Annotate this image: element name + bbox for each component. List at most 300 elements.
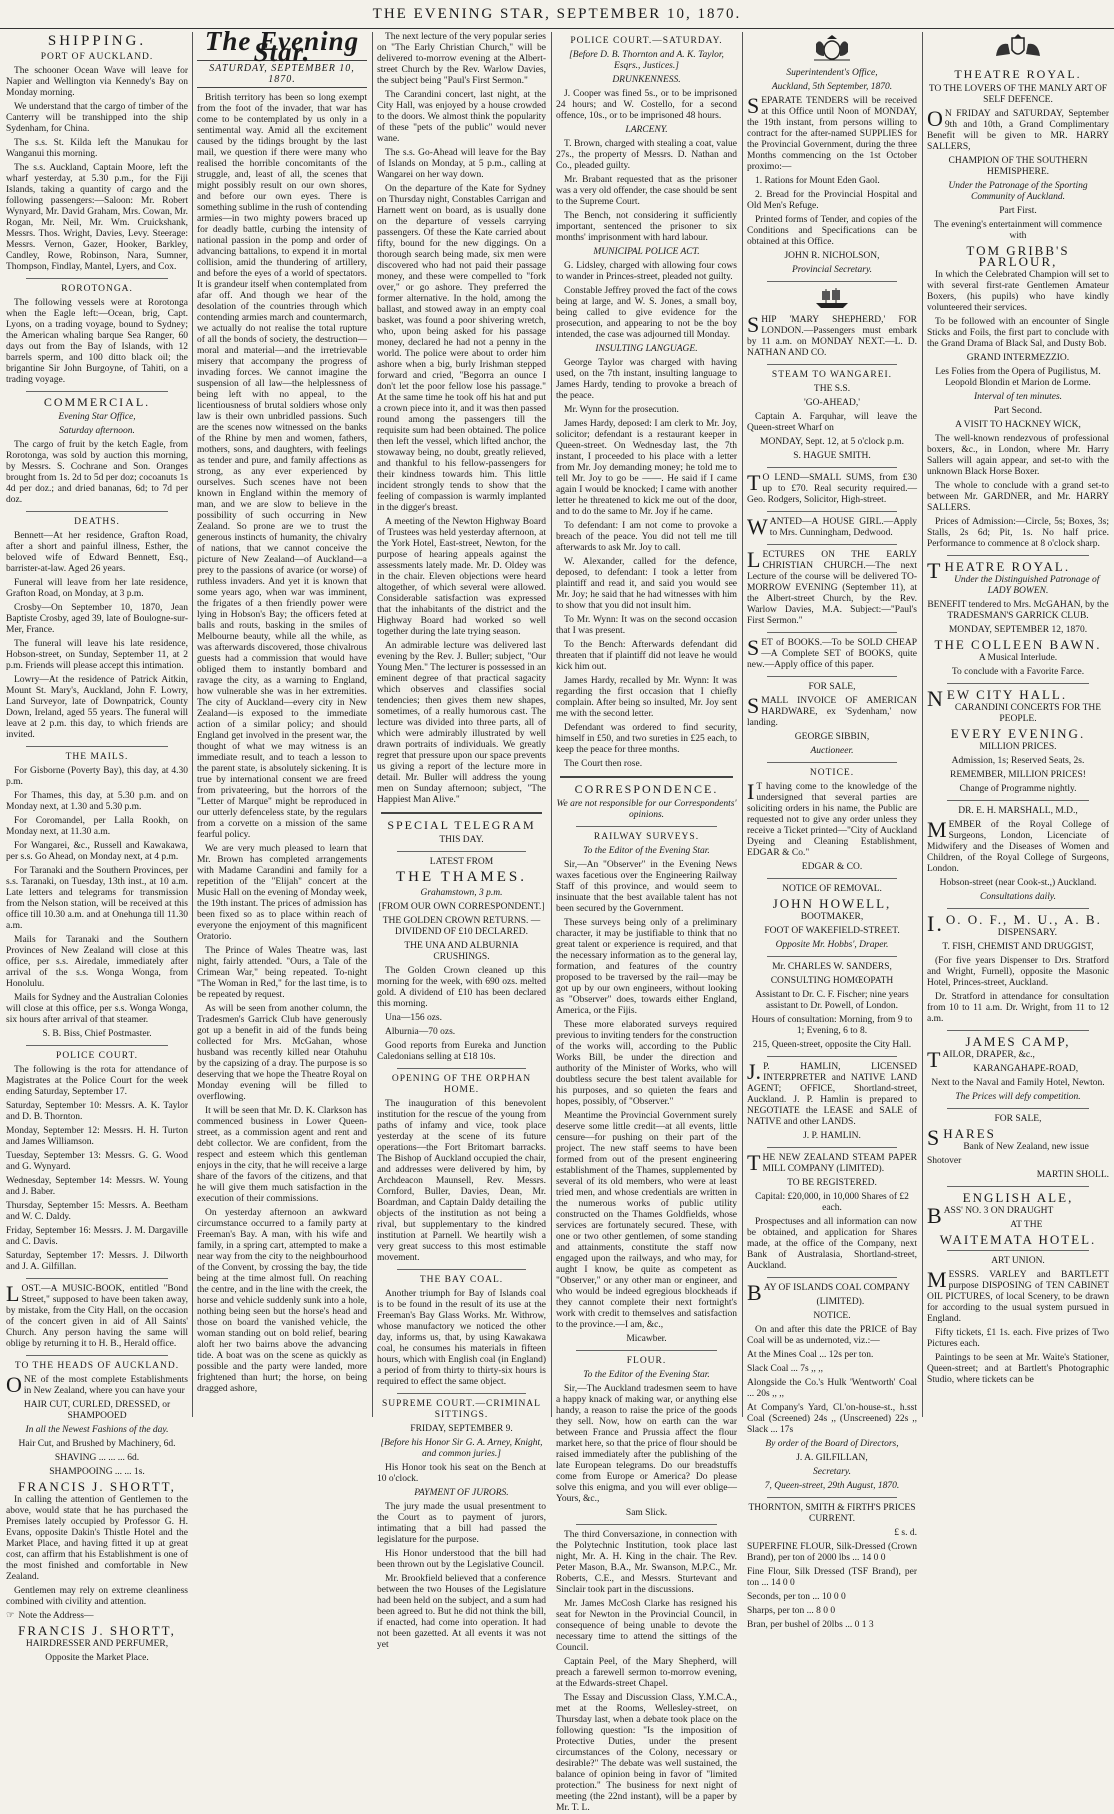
divider (576, 826, 717, 827)
heads-price: Hair Cut, and Brushed by Machinery, 6d. (18, 1439, 176, 1449)
larceny-heading: LARCENY. (625, 125, 668, 135)
editorial-paragraph: We are very much pleased to learn that Mr. Brown has completed arrangements with Madame Carandini and family for a repetition of the "Elijah" concert at the Music Hall on the evening of Monday week, the 19th instant. The prices of admission has been fixed so as to place within reach of everyone the enjoyment of this magnificent Oratorio. (197, 844, 367, 942)
tr2-interlude: A Musical Interlude. (978, 653, 1058, 663)
news-paragraph: The s.s. Go-Ahead will leave for the Bay of Islands on Monday, at 5 p.m., calling at Wangarei on her way down. (377, 148, 546, 180)
divider (767, 467, 897, 468)
railway-signature: Micawber. (626, 1334, 667, 1344)
waitemata-line: WAITEMATA HOTEL. (939, 1232, 1097, 1247)
divider (947, 683, 1089, 684)
theatre-royal-heading: THEATRE ROYAL. (954, 67, 1082, 81)
prices-column-header: £ s. d. (894, 1528, 917, 1538)
editorial-paragraph: On yesterday afternoon an awkward circumstance occurred to a family party at Freeman's Bay. A man, with his wife and family, in a spring cart, attempted to make a near way from the city to the neighbourhood of the Convent, by crossing the bay, the tide being at the time almost full. On reaching the centre, and in the line with the creek, the horse and vehicle suddenly sunk into a hole, nothing being seen but the horse's head and those on board the vanished vehicle, the woman standing out on bold relief, bearing aloft her two bairns above the advancing tide. A boat was on the scene as quickly as possible and the party were landed, more frightened than hurt; the horse, on being dragged ashore, (197, 1208, 367, 1394)
death-notice: Crosby—On September 10, 1870, Jean Baptiste Crosby, aged 39, late of Boulogne-sur-Mer, France. (6, 603, 188, 635)
column-news (377, 32, 546, 1650)
carandini-line: CARANDINI CONCERTS FOR THE PEOPLE. (954, 703, 1102, 724)
police-paragraph: The Bench, not considering it sufficiently important, sentenced the prisoner to six months' imprisonment with hard labour. (556, 211, 737, 243)
camp-address: KARANGAHAPE-ROAD, (973, 1064, 1079, 1074)
wanted-notice: WANTED—A HOUSE GIRL.—Apply to Mrs. Cunningham, Dedwood. (747, 514, 917, 539)
drunkenness-heading: DRUNKENNESS. (612, 75, 681, 85)
coal-paragraph: Another triumph for Bay of Islands coal is to be found in the result of its use at the Freeman's Bay Glass Works. Mr. Withrow, whose manufactory we noticed the other day, informs us, that, by using Kawakawa coal, he consumes his materials in fifteen hours, which with English coal (in England) a period of from thirty to thirty-six hours is required to effect the same object. (377, 1289, 546, 1387)
death-notice: The funeral will leave his late residence, Hobson-street, on Sunday, September 11, at 2 p.m. Friends will please accept this intimation. (6, 639, 188, 671)
una-heading: THE UNA AND ALBURNIA CRUSHINGS. (404, 941, 519, 962)
death-notice: Lowry—At the residence of Patrick Aitkin, Mount St. Mary's, Auckland, John F. Lowry, Land Surveyor, late of Downpatrick, County Down, Ireland, aged 55 years. The funeral will leave at 2 p.m. this day, to which friends are invited. (6, 675, 188, 740)
tenders-item: 1. Rations for Mount Eden Gaol. (755, 176, 880, 186)
divider (767, 1277, 897, 1278)
tenders-item: 2. Bread for the Provincial Hospital and Old Men's Refuge. (747, 190, 917, 211)
rorotonga-heading: ROROTONGA. (61, 284, 133, 294)
coal-price-value: Coal ... 12s per ton. (798, 1350, 874, 1360)
tr2-date: MONDAY, SEPTEMBER 12, 1870. (948, 625, 1088, 635)
police-rota-intro: The following is the rota for attendance of Magistrates at the Police Court for the week ending Saturday, September 17. (6, 1065, 188, 1097)
bay-coal-notice: NOTICE. (813, 1311, 851, 1321)
change-line: Change of Programme nightly. (959, 784, 1077, 794)
steam-heading: STEAM TO WANGAREI. (771, 370, 893, 380)
shortt-name: FRANCIS J. SHORTT, (18, 1623, 176, 1638)
divider (767, 1497, 897, 1498)
bass-line: BASS' NO. 3 ON DRAUGHT (927, 1203, 1054, 1228)
coal-price-value: Coal (Screened) 24s ,, (Unscreened) 22s ,, Slack ... 17s (747, 1414, 917, 1435)
death-notice: Bennett—At her residence, Grafton Road, after a short and painful illness, Esther, the beloved wife of Edward Bennett, Esq., barrister-at-law. Aged 26 years. (6, 531, 188, 574)
heads-heading: TO THE HEADS OF AUCKLAND. (14, 1361, 180, 1371)
death-notice: Funeral will leave from her late residence, Grafton Road, on Monday, at 3 p.m. (6, 578, 188, 599)
mail-item: For Coromandel, per Lalla Rookh, on Monday next, at 11.30 a.m. (6, 816, 188, 837)
divider (397, 1068, 526, 1069)
fish-paragraph: (For five years Dispenser to Drs. Stratford and Wright, Furnell), opposite the Masonic Hotel, Princes-street, Auckland. (927, 956, 1109, 988)
price-value: 14 0 0 (771, 1578, 795, 1588)
evening-entertainment: The evening's entertainment will commence with (934, 220, 1102, 241)
price-row (747, 1606, 917, 1617)
royal-crest-icon (747, 34, 917, 66)
commercial-office: Evening Star Office, (58, 412, 136, 422)
divider (26, 1355, 168, 1356)
jurors-paragraph: His Honor understood that the bill had been thrown out by the Legislative Council. (377, 1549, 546, 1570)
price-row (747, 1542, 917, 1564)
shipping-heading: SHIPPING. (47, 33, 147, 49)
police-rota-item: Saturday, September 17: Messrs. J. Dilworth and J. A. Gilfillan. (6, 1251, 188, 1272)
lost-notice: LOST.—A MUSIC-BOOK, entitled "Bond Street," supposed to have been taken away, by mistake, from the City Hall, on the occasion of the concert given in aid of All Saints' Church. Any person having the same will oblige by returning it to H. B., Herald office. (6, 1281, 188, 1349)
telegram-place: Grahamstown, 3 p.m. (420, 888, 503, 898)
orphan-paragraph: The inauguration of this benevolent institution for the rescue of the young from paths of infamy and vice, took place yesterday at the scene of its future operations—the Fort Britomart barracks. The Bishop of Auckland occupied the chair, and addresses were delivered by him, by Archdeacon Maunsell, Rev. Messrs. Cornford, Buller, Davies, Dean, Mr. Boardman, and Captain Daldy detailing the objects of the institution as not being a rival, but supplementary to the kindred institution at Parnell. We heartily wish a very great success to this most estimable movement. (377, 1099, 546, 1263)
editorial-paragraph: It will be seen that Mr. D. K. Clarkson has commenced business in Lower Queen-street, as a commission agent and rent and debt collector. We are confident, from the respect and esteem which this gentleman enjoys in the city, that he will receive a large share of the favors of the citizens, and that he will give them much satisfaction in the execution of their commissions. (197, 1106, 367, 1204)
theatre-paragraph: ON FRIDAY and SATURDAY, September 9th and 10th, a Grand Complimentary Benefit will be given to MR. HARRY SALLERS, (927, 106, 1109, 152)
note-address-label: Note the Address— (18, 1611, 94, 1621)
telegram-sub: THIS DAY. (439, 835, 484, 845)
interval-line: Interval of ten minutes. (973, 392, 1063, 402)
mails-heading: THE MAILS. (65, 752, 129, 762)
heads-fashion: In all the Newest Fashions of the day. (25, 1425, 169, 1435)
mail-item: For Gisborne (Poverty Bay), this day, at 4.30 p.m. (6, 766, 188, 787)
coal-price-place: At Company's Yard, Cl.'on-house-st., h.sst (747, 1403, 917, 1413)
hamlin-notice: J.P. HAMLIN, LICENSED INTERPRETER and NATIVE LAND AGENT; OFFICE, Shortland-street, Auckland. J. P. Hamlin is prepared to NEGOTIATE the LEASE and SALE of NATIVE and other LANDS. (747, 1059, 917, 1127)
lend-notice: TO LEND—SMALL SUMS, from £30 up to £70. Real security required.—Geo. Rodgers, Solicitor, High-street. (747, 470, 917, 505)
police-rota-item: Friday, September 16: Messrs. J. M. Dargaville and C. Davis. (6, 1226, 188, 1247)
police-rota-item: Tuesday, September 13: Messrs. G. G. Wood and G. Wynyard. (6, 1151, 188, 1172)
note-address (6, 1611, 188, 1622)
news-paragraph: The Essay and Discussion Class, Y.M.C.A., met at the Rooms, Wellesley-street, on Thursday last, when a debate took place on the following question: "Is the imposition of Protective Duties, under the present circumstances of the Colony, necessary or desirable?" The debate was well sustained, the balance of opinion being in favor of "limited protection." The business for next night of meeting (the 22nd instant), will be a paper by Mr. T. L. (556, 1693, 737, 1813)
bay-coal-date: 7, Queen-street, 29th August, 1870. (764, 1481, 900, 1491)
removal-heading: NOTICE OF REMOVAL. (782, 884, 882, 894)
column-rule (551, 32, 552, 1417)
howell-trade: BOOTMAKER, (800, 912, 864, 922)
divider (767, 1147, 897, 1148)
paper-title: The Evening Star. (204, 26, 360, 67)
bay-coal-heading: BAY OF ISLANDS COAL COMPANY (747, 1280, 911, 1305)
police-rota-heading: POLICE COURT. (56, 1051, 138, 1061)
municipal-heading: MUNICIPAL POLICE ACT. (593, 247, 700, 257)
every-evening: EVERY EVENING. (950, 726, 1086, 741)
steam-ss: THE S.S. (813, 384, 851, 394)
police-rota-item: Monday, September 12: Messrs. H. H. Turton and James Williamson. (6, 1126, 188, 1147)
news-paragraph: An admirable lecture was delivered last evening by the Rev. J. Buller; subject, "Our Young Men." The lecturer is possessed in an eminent degree of that practical sagacity which observes and classifies social tendencies; then gives them new shapes, sometimes, of a really humorous cast. The lecture was divided into three parts, all of which were admirably illustrated by well drawn portraits of individuals. We greatly regret that pressure upon our space prevents us giving a report of the lecture more in detail. Mr. Buller will address the young men on Sunday afternoon; subject, "The Happiest Man Alive." (377, 641, 546, 805)
telegram-paragraph: Una—156 ozs. (385, 1013, 442, 1023)
mail-item: For Wangarei, &c., Russell and Kawakawa, per s.s. Go Ahead, on Monday next, at 4 p.m. (6, 841, 188, 862)
dispensary-heading: DISPENSARY. (997, 928, 1058, 938)
coal-price-value: Slack Coal ... 7s ,, ,, (747, 1364, 823, 1374)
divider (767, 878, 897, 879)
sanders-paragraph: Assistant to Dr. C. F. Fischer; nine years assistant to Dr. Powell, of London. (755, 990, 909, 1011)
divider (767, 676, 897, 677)
bay-coal-order: By order of the Board of Directors, (765, 1439, 899, 1449)
mail-item: For Taranaki and the Southern Provinces, per s.s. Taranaki, on Tuesday, 13th inst., at 10 a.m. Late letters and telegrams for transmission from the Nelson station, will be received at this office till 10.30 a.m. and at Onehunga till 11.30 a.m. (6, 866, 188, 931)
news-paragraph: On the departure of the Kate for Sydney on Thursday night, Constables Carrigan and Harnett went on board, as is usually done on the departure of vessels carrying passengers. Of these the Kate carried about fifty, bound for the new diggings. On a thorough search being made, six men were discovered who had not paid their passage money, and these were compelled to "fork over," or go ashore. They preferred the former alternative. In the hold, among the ballast, and stowed away in an empty coal basket, was found a poor shivering wretch, who, upon being asked for his passage money, declared he had not a penny in the world. The police were about to order him ashore when a big, burly Irishman stepped forward and cried, "Begorra an ounce I don't let the poor fellow lose his passage." At the same time he took off his hat and put a crown piece into it, and it was then passed round among the passengers till the requisite sum had been obtained. The police then left the vessel, which lifted anchor, the stowaway being, no doubt, greatly relieved, and thankful to his fellow-passengers for their kindness towards him. This little incident strongly tends to show that the feeling of compassion is warmly implanted in the digger's breast. (377, 184, 546, 513)
column-police (556, 32, 737, 1813)
masthead-title: THE EVENING STAR, SEPTEMBER 10, 1870. (372, 6, 742, 22)
price-row (747, 1620, 917, 1631)
coal-price-row (747, 1364, 917, 1375)
telegram-heading: SPECIAL TELEGRAM (387, 818, 536, 832)
news-paragraph: A meeting of the Newton Highway Board of Trustees was held yesterday afternoon, at the York Hotel, East-street, Newton, for the purpose of hearing appeals against the assessments lately made. Mr. D. Oldey was in the chair. Eleven objections were heard altogether, of which several were allowed. Considerable satisfaction was expressed that the inhabitants of the district and the Highway Board had worked so well together during the late trying season. (377, 517, 546, 637)
remember-line: REMEMBER, MILLION PRICES! (950, 770, 1086, 780)
marshall-name: DR. E. H. MARSHALL, M.D., (958, 806, 1078, 816)
heads-price: SHAMPOOING ... ... 1s. (49, 1467, 145, 1477)
divider (767, 281, 897, 282)
divider (947, 1108, 1089, 1109)
price-item: Fine Flour, Silk Dressed (TSF Brand), per ton ... (747, 1567, 917, 1588)
price-value: 10 0 0 (821, 1592, 846, 1602)
notice-paragraph: IT having come to the knowledge of the undersigned that several parties are soliciting orders in his name, the Public are requested not to give any order unless they receive a Ticket printed—"City of Auckland Dyeing and Cleaning Establishment, EDGAR & Co." (747, 779, 917, 858)
camp-name: JAMES CAMP, (965, 1034, 1071, 1049)
lectures-notice: LECTURES ON THE EARLY CHRISTIAN CHURCH.—The next Lecture of the course will be delivered TO-MORROW EVENING (September 11), at the Albert-street Church, by the Rev. Warlow Davies, M.A. Subject:—"Paul's First Sermon." (747, 547, 917, 626)
divider (26, 278, 168, 279)
part-first: Part First. (999, 206, 1037, 216)
divider (26, 746, 168, 747)
price-item: Bran, per bushel of 20lbs ... (747, 1620, 853, 1630)
column-rule (192, 32, 193, 1417)
forsale-paragraph: SMALL INVOICE OF AMERICAN HARDWARE, ex 'Sydenham,' now landing. (747, 693, 917, 728)
tr2-patronage: Under the Distinguished Patronage of LADY BOWEN. (954, 575, 1100, 596)
divider (767, 364, 897, 365)
jurors-heading: PAYMENT OF JURORS. (414, 1488, 509, 1498)
police-paragraph: Defendant was ordered to find security, himself in £50, and two sureties in £25 each, to keep the peace for three months. (556, 723, 737, 755)
capital-line: Capital: £20,000, in 10,000 Shares of £2 each. (755, 1192, 909, 1213)
police-paragraph: W. Alexander, called for the defence, deposed, to defendant: I took a letter from plaintiff and read it, and said you would see Mr. Joy; he said that he had witnesses with him to show that you did not insult him. (556, 557, 737, 611)
divider (576, 1524, 717, 1525)
news-paragraph: The third Conversazione, in connection with the Polytechnic Institution, took place last night, Mr. A. H. King in the chair. The Rev. Peter Mason, B.A., Mr. Swanson, M.P.C., Mr. Roberts, C.E., and Messrs. Sturtevant and Sinclair took part in the discussions. (556, 1530, 737, 1595)
police-paragraph: James Hardy, recalled by Mr. Wynn: It was regarding the first occasion that I chiefly complain. After being so insulted, Mr. Joy sent me with the second letter. (556, 676, 737, 719)
theatre-paragraph: To be followed with an encounter of Single Sticks and Foils, the first part to conclude with the Grand Drama of Black Sal, and Dusty Bob. (927, 317, 1109, 349)
coal-heading: THE BAY COAL. (419, 1275, 504, 1285)
theatre-paragraph: The whole to conclude with a grand set-to between Mr. GARDNER, and Mr. HARRY SALLERS. (927, 481, 1109, 513)
insulting-heading: INSULTING LANGUAGE. (595, 344, 698, 354)
shortt-trade: HAIRDRESSER AND PERFUMER, (25, 1639, 169, 1649)
heads-price: SHAVING ... ... ... 6d. (54, 1453, 140, 1463)
theatre-subheading: TO THE LOVERS OF THE MANLY ART OF SELF DEFENCE. (928, 84, 1108, 105)
supreme-before: [Before his Honor Sir G. A. Arney, Knight, and common juries.] (380, 1438, 543, 1459)
letter-paragraph: Meantime the Provincial Government surely deserve some little credit—at all events, little censure—for pushing on their part of the project. The new staff seems to have been formed from out of the present engineering establishment of the Thames, supplemented by several of its old members, who were at least tried men, and whose credentials are written in the numerous works of public utility constructed on the Thames Goldfields, whose services are fortunately secured. These, with one or two other gentlemen, of some standing and attainments, constitute the staff now engaged upon the railways, and who may, for aught I know, be quite as competent as "Observer," or any other man or engineer, and who would be indeed egregious blockheads if they cannot complete their next fortnight's work with credit to themselves and satisfaction to the province.—I am, &c., (556, 1111, 737, 1330)
letter-paragraph: Sir,—The Auckland tradesmen seem to have a happy knack of making war, or anything else handy, a reason to raise the price of the goods they sell. Now, how on earth can the war between France and Prussia affect the flour market here, so that the price of flour should be raised immediately after the publishing of the late European telegrams. Do our breadstuffs come from Europe or America? Do please solve this enigma, and you will ever oblige—Yours, &c., (556, 1384, 737, 1504)
price-item: SUPERFINE FLOUR, Silk-Dressed (Crown Brand), per ton of 2000 lbs ... (747, 1542, 917, 1563)
sanders-trade: CONSULTING HOMŒOPATH (770, 976, 894, 986)
steam-date: MONDAY, Sept. 12, at 5 o'clock p.m. (760, 437, 904, 447)
sanders-name: Mr. CHARLES W. SANDERS, (772, 962, 892, 972)
golden-crown-heading: THE GOLDEN CROWN RETURNS. —DIVIDEND OF £10 DECLARED. (382, 916, 541, 937)
divider (947, 1030, 1089, 1031)
telegram-latest: LATEST FROM (429, 857, 494, 867)
english-ale-heading: ENGLISH ALE, (962, 1190, 1074, 1205)
jurors-paragraph: The jury made the usual presentment to the Court as to payment of jurors, intimating that a bill had passed the legislature for the purpose. (377, 1502, 546, 1545)
camp-prices: The Prices will defy competition. (955, 1092, 1081, 1102)
letter-paragraph: These more elaborated surveys required previous to inviting tenders for the construction of the works will, according to the Public Works Bill, be under the direction and authority of the Minister of Works, who will doubtless secure the best talent available for his purposes, and so quieten the fears and hopes, possibly, of "Observer." (556, 1020, 737, 1107)
police-paragraph: James Hardy, deposed: I am clerk to Mr. Joy, solicitor; defendant is a restaurant keeper in Queen-street. On Wednesday last, the 7th instant, I proceeded to his place with a letter from Mr. Joy demanding money; he told me to tell Mr. Joy to go be ——. He said if I came again I would be knocked; I came with another letter he threatened to kick me out of the door, and to do the same to Mr. Joy if he came. (556, 419, 737, 517)
theatre-paragraph: In which the Celebrated Champion will set to with several first-rate Gentlemen Amateur Boxers, (his pupils) who have kindly volunteered their services. (927, 270, 1109, 313)
coal-price-row (747, 1350, 917, 1361)
column-rule (922, 32, 923, 1417)
heads-services: HAIR CUT, CURLED, DRESSED, or SHAMPOOED (23, 1400, 171, 1421)
column-editorial (197, 26, 367, 1417)
railway-heading: RAILWAY SURVEYS. (593, 832, 700, 842)
divider (947, 800, 1089, 801)
art-paragraph: MESSRS. VARLEY and BARTLETT purpose DISPOSING of TEN CABINET OIL PICTURES, of local Scenery, to be drawn for according to the usual system pursued in England. (927, 1267, 1109, 1324)
column-entertainment (927, 32, 1109, 1417)
divider (576, 1350, 717, 1351)
art-union-heading: ART UNION. (991, 1256, 1045, 1266)
divider (767, 956, 897, 957)
supreme-heading: SUPREME COURT.—CRIMINAL SITTINGS. (382, 1399, 541, 1420)
telegram-paragraph: The Golden Crown cleaned up this morning for the week, with 690 ozs. melted gold. A dividend of £10 has been declared this morning. (377, 966, 546, 1009)
police-paragraph: The Court then rose. (564, 759, 643, 769)
supreme-paragraph: His Honor took his seat on the Bench at 10 o'clock. (377, 1463, 546, 1484)
police-paragraph: To defendant: I am not come to provoke a breach of the peace. You did not tell me till afterwards to ask Mr. Joy to call. (556, 521, 737, 553)
news-paragraph: Mr. James McCosh Clarke has resigned his seat for Newton in the Provincial Council, in consequence of being unable to devote the necessary time to attend the sittings of the Council. (556, 1599, 737, 1653)
theatre-paragraph: The well-known rendezvous of professional boxers, &c., in London, where Mr. Harry Sallers will again appear, and set-to with the unknown Black Horse Boxer. (927, 434, 1109, 477)
forsale-signature: GEORGE SIBBIN, (794, 732, 870, 742)
steam-signature: S. HAGUE SMITH. (793, 451, 871, 461)
sanders-hours: Hours of consultation: Morning, from 9 to 1; Evening, 6 to 8. (751, 1015, 913, 1036)
commercial-heading: COMMERCIAL. (43, 395, 151, 409)
police-rota-item: Wednesday, September 14: Messrs. W. Young and J. Baber. (6, 1176, 188, 1197)
rorotonga-paragraph: The following vessels were at Rorotonga when the Eagle left:—Ocean, brig, Capt. Lyons, on a trading voyage, bound to Sydney; the American whaling barque Sea Ranger, 60 days out from the Bay of Islands, with 12 barrels sperm, and 100 ditto black oil; the brigantine Sir John Burgoyne, of Tahiti, on a trading voyage. (6, 298, 188, 385)
visit-heading: A VISIT TO HACKNEY WICK, (955, 420, 1081, 430)
notice-signature: EDGAR & CO. (801, 862, 863, 872)
police-rota-item: Thursday, September 15: Messrs. A. Beetham and W. C. Daldy. (6, 1201, 188, 1222)
paper-mill-paragraph: Prospectuses and all information can now be obtained, and application for Shares made, at the office of the Company, next Bank of Australasia, Shortland-street, Auckland. (747, 1217, 917, 1271)
at-the-line: AT THE (1010, 1220, 1043, 1230)
sholl-signature: MARTIN SHOLL. (1036, 1170, 1109, 1180)
news-paragraph: The Carandini concert, last night, at the City Hall, was enjoyed by a house crowded to the doors. We almost think the popularity of these "pets of the public" would never wane. (377, 90, 546, 144)
steam-paragraph: Captain A. Farquhar, will leave the Queen-street Wharf on (747, 412, 917, 433)
office-line: Superintendent's Office, (786, 68, 878, 78)
champion-line: CHAMPION OF THE SOUTHERN HEMISPHERE. (948, 156, 1088, 177)
divider (560, 776, 733, 778)
telegram-correspondent: [FROM OUR OWN CORRESPONDENT.] (378, 902, 545, 912)
tr2-farce: To conclude with a Favorite Farce. (951, 667, 1085, 677)
shotover-line: Shotover (927, 1156, 962, 1166)
editorial-dateline: SATURDAY, SEPTEMBER 10, 1870. (197, 60, 367, 88)
deaths-heading: DEATHS. (74, 517, 120, 527)
books-notice: SET of BOOKS.—To be SOLD CHEAP —A Complete SET of BOOKS, quite new.—Apply office of this paper. (747, 635, 917, 670)
divider (947, 555, 1089, 556)
shipping-paragraph: We understand that the cargo of timber of the Canterry will be transhipped into the ship Sydenham, for China. (6, 102, 188, 134)
shipping-paragraph: The s.s. Auckland, Captain Moore, left the wharf yesterday, at 5.30 p.m., for the Fiji Islands, taking a quantity of cargo and the following passengers:—Saloon: Mr. Robert Wynyard, Mr. David Graham, Mrs. Cowan, Mr. Rogan, Mr. Neil, Mr. Wm. Cruickshank, Messrs. Thos. Wright, Davies, Levy. Steerage: Messrs. Vernon, Gazer, Hooker, Barkley, Candley, Rowe, Robinson, Nara, Sumner, Thompson, Findlay, Mantel, Lyers, and Cox. (6, 163, 188, 272)
howell-opposite: Opposite Mr. Hobbs', Draper. (775, 940, 889, 950)
police-paragraph: Mr. Wynn for the prosecution. (564, 405, 679, 415)
divider (381, 812, 542, 814)
forsale-heading: FOR SALE, (994, 1114, 1042, 1124)
coal-price-place: Alongside the Co.'s Hulk 'Wentworth' (747, 1378, 896, 1388)
editorial-paragraph: British territory has been so long exempt from the foot of the invader, that war has come to be contemplated by us only in a sentimental way. Amid all the excitement caused by the tidings brought by the last mail, we question if there were many who realised the horrible concomitants of the struggle, and, least of all, the scenes that might possibly result on our own shores, and before our own eyes. There is something sublime in the rush of contending armies—in two mighty powers braced up for deadly battle, curbing the intensity of national passion in the pomp and order of advancing battalions, to expend it in mortal collision, amid the thundering of artillery, and before the eyes of a world of spectators. It is grandeur itself when contemplated from afar off. And though we hear of the desolation of the countries through which contending armies march and countermarch, we actually do not realise the total rupture of all the bonds of society, the destruction—moral and material—and the irretrievable misery that accompany the progress of invading forces. We cannot imagine the suspension of all law—the helplessness of being left with no appeal, to the licentiousness of brutal soldiers whose only law is their own unbridled passions. Such are the scenes now witnessed on the banks of the Rhine by men and women, fathers, mothers, sons, and daughters, with feelings as tender and pure, and family affections as strong, as any ever experienced by ourselves. Such scenes have not been known in England within the memory of man, and we are slow to believe in the possibility of such occurring in New Zealand. So prone are we to trust the generous instincts of humanity, the chivalry of nations, that we cannot conceive the picture of New Zealand—of Auckland—a prey to the passions of avarice (or worse) of ruthless invaders. And yet it is known that some years ago, when war was imminent, the frigates of a then friendly power were lying in Hobson's Bay; the officers feted at balls and routs, basking in the smiles of Melbourne beauty, while all the while, as was afterwards discovered, those chivalrous guests had a commission that would have obliged them to instantly bombard and ravage the city, as a warning to England, how vulnerable she was in her extremities. The city of Auckland—every city in New Zealand—is exposed to the immediate action of a similar policy; and should England get involved in the present war, the thought of what we may witness is an immediate result, and to teach a lesson to the parent state, is absolutely sickening. It is true by international consent we are freed from privateering, but the horrors of the "Letter of Marque" might be reproduced in our utterly defenceless state, by the regulars from a corvette on a mission of the same fearful policy. (197, 93, 367, 840)
shares-heading: SHARES (927, 1125, 996, 1150)
column-advertisements (747, 32, 917, 1630)
theatre-prices: Prices of Admission:—Circle, 5s; Boxes, 3s; Stalls, 2s 6d; Pit, 1s. No half price. Performance to commence at 8 o'clock sharp. (927, 517, 1109, 549)
police-paragraph: Mr. Brabant requested that as the prisoner was a very old offender, the case should be sent to the Supreme Court. (556, 175, 737, 207)
bay-coal-paragraph: On and after this date the PRICE of Bay Coal will be as undernoted, viz.:— (747, 1325, 917, 1346)
divider (947, 1186, 1089, 1187)
column-rule (742, 32, 743, 1417)
divider (767, 632, 897, 633)
police-court-heading: POLICE COURT.—SATURDAY. (570, 36, 723, 46)
sanders-address: 215, Queen-street, opposite the City Hall. (752, 1040, 912, 1050)
divider (26, 511, 168, 512)
fish-paragraph: Dr. Stratford in attendance for consultation from 10 to 11 a.m. Dr. Wright, from 11 to 12 a.m. (927, 992, 1109, 1024)
police-before: [Before D. B. Thornton and A. K. Taylor, Esqrs., Justices.] (569, 50, 724, 71)
editorial-paragraph: The Prince of Wales Theatre was, last night, fairly attended. "Ours, a Tale of the Crimean War," being repeated. To-night "The Woman in Red," for the last time, is to be repeated by request. (197, 946, 367, 1000)
divider (26, 391, 168, 392)
tenders-paragraph: Printed forms of Tender, and copies of the Conditions and Specifications can be obtained at this Office. (747, 215, 917, 247)
shipping-paragraph: The schooner Ocean Wave will leave for Napier and Wellington via Kennedy's Bay on Monday morning. (6, 66, 188, 98)
fish-name: T. FISH, CHEMIST AND DRUGGIST, (942, 942, 1094, 952)
patronage-line: Under the Patronage of the Sporting Community of Auckland. (948, 181, 1088, 202)
forsale-heading: FOR SALE, (808, 682, 856, 692)
howell-name: JOHN HOWELL, (772, 896, 892, 911)
marshall-paragraph: MEMBER of the Royal College of Surgeons, London, Licenciate of Midwifery and the Diseases of Women and Children, of the Royal College of Surgeons, London. (927, 817, 1109, 874)
coal-price-value: Coal ... 20s ,, ,, (747, 1378, 917, 1399)
flour-signature: Sam Slick. (625, 1508, 668, 1518)
police-paragraph: Constable Jeffrey proved the fact of the cows being at large, and W. S. Jones, a small boy, being called to give evidence for the prosecution, and appearing to not be the boy intended, the case was adjourned till Monday. (556, 286, 737, 340)
admission-line: Admission, 1s; Reserved Seats, 2s. (951, 756, 1085, 766)
price-value: 0 1 3 (854, 1620, 874, 1630)
correspondence-disclaimer: We are not responsible for our Correspondents' opinions. (556, 799, 737, 820)
divider (947, 908, 1089, 909)
jurors-paragraph: Mr. Brookfield believed that a conference between the two Houses of the Legislature had been held on the subject, and a sum had been agreed to. But he did not think the bill, if enacted, had come into operation. It had not been gazetted. At all events it was not yet (377, 1574, 546, 1650)
shipping-paragraph: The s.s. St. Kilda left the Manukau for Wanganui this morning. (6, 138, 188, 159)
camp-trade: TAILOR, DRAPER, &c., (927, 1047, 1035, 1072)
port-heading: PORT OF AUCKLAND. (40, 52, 154, 62)
shortt-location: Opposite the Market Place. (45, 1653, 149, 1663)
price-row (747, 1592, 917, 1603)
letter-paragraph: Sir,—An "Observer" in the Evening News waxes facetious over the Engineering Railway Staff of this province, and would seem to insinuate that the best available talent has not been secured by the Government. (556, 860, 737, 914)
railway-to: To the Editor of the Evening Star. (583, 846, 710, 856)
folies-line: Les Folies from the Opera of Pugilistus, M. Leopold Blondin et Marion de Lorme. (935, 367, 1101, 388)
divider (767, 544, 897, 545)
tr2-play: THE COLLEEN BAWN. (934, 637, 1102, 652)
coal-price-row (747, 1378, 917, 1400)
flour-heading: FLOUR. (626, 1356, 667, 1366)
coal-price-place: At the Mines (747, 1350, 797, 1360)
divider (767, 511, 897, 512)
divider (397, 851, 526, 852)
price-row (747, 1567, 917, 1589)
steam-name: 'GO-AHEAD,' (804, 398, 860, 408)
bank-line: Bank of New Zealand, new issue (963, 1142, 1089, 1152)
telegram-paragraph: Good reports from Eureka and Junction Caledonians selling at £18 10s. (377, 1041, 546, 1062)
marshall-address: Hobson-street (near Cook-st.,) Auckland. (939, 878, 1097, 888)
tr2-benefit: BENEFIT tendered to Mrs. McGAHAN, by the TRADESMAN'S GARRICK CLUB. (927, 600, 1109, 621)
ship-icon (747, 287, 917, 313)
art-paragraph: Fifty tickets, £1 1s. each. Five prizes of Two Pictures each. (927, 1328, 1109, 1349)
million-prices: MILLION PRICES. (979, 742, 1057, 752)
divider (767, 762, 897, 763)
column-rule (372, 32, 373, 1417)
shortt-paragraph: In calling the attention of Gentlemen to the above, would state that he has purchased the Premises lately occupied by Professor G. H. Evans, opposite Dakin's Thistle Hotel and the Market Place, and having fitted it up at great cost, can affirm that his Establishment is one of the most finished and comfortable in New Zealand. (6, 1495, 188, 1582)
divider (26, 1278, 168, 1279)
shortt-paragraph: Gentlemen may rely on extreme cleanliness combined with civility and attention. (6, 1586, 188, 1607)
commercial-paragraph: The cargo of fruit by the ketch Eagle, from Rorotonga, was sold by auction this morning, by Messrs. S. Cochrane and Son. Oranges brought from 1s. 2d to 5d per doz; cocoanuts 1s 4d per doz.; and dried bananas, 6d; to 7d per doz. (6, 440, 188, 505)
masthead (0, 0, 1114, 29)
police-paragraph: G. Lidsley, charged with allowing four cows to wander in Princes-street, pleaded not guilty. (556, 261, 737, 282)
news-paragraph: The next lecture of the very popular series on "The Early Christian Church," will be delivered to-morrow evening at the Albert-street Church by the Rev. Warlow Davies, the subject being "Paul's First Sermon." (377, 32, 546, 86)
tenders-signature: JOHN R. NICHOLSON, (784, 251, 880, 261)
price-item: Seconds, per ton ... (747, 1592, 820, 1602)
marshall-consult: Consultations daily. (979, 892, 1056, 902)
shortt-name: FRANCIS J. SHORTT, (18, 1479, 176, 1494)
ship-notice: SHIP 'MARY SHEPHERD,' FOR LONDON.—Passengers must embark by 11 a.m. on MONDAY NEXT.—L. D. NATHAN AND CO. (747, 312, 917, 358)
divider (26, 1045, 168, 1046)
column-shipping (6, 32, 188, 1663)
part-second: Part Second. (993, 406, 1043, 416)
registered-line: TO BE REGISTERED. (787, 1178, 877, 1188)
heads-paragraph: ONE of the most complete Establishments in New Zealand, where you can have your (6, 1372, 188, 1397)
flour-to: To the Editor of the Evening Star. (583, 1370, 710, 1380)
police-paragraph: To the Bench: Afterwards defendant did threaten that if plaintiff did not leave he would kick him out. (556, 640, 737, 672)
telegram-paragraph: Alburnia—70 ozs. (385, 1027, 456, 1037)
tom-gribb-heading: TOM GRIBB'S PARLOUR, (966, 243, 1070, 269)
police-rota-item: Saturday, September 10: Messrs. A. K. Taylor and D. B. Thornton. (6, 1101, 188, 1122)
police-paragraph: To Mr. Wynn: It was on the second occasion that I was present. (556, 615, 737, 636)
mail-item: Mails for Sydney and the Australian Colonies will close at this office, per s.s. Wonga Wonga, six hours after arrival of that steamer. (6, 993, 188, 1025)
mail-item: Mails for Taranaki and the Southern Provinces of New Zealand will close at this office, per s.s. Airedale, immediately after arrival of the s.s. Wonga Wonga, from Honolulu. (6, 935, 188, 989)
iof-heading: I.O. O. F., M. U., A. B. (927, 911, 1102, 936)
forsale-signature-title: Auctioneer. (810, 746, 854, 756)
camp-next: Next to the Naval and Family Hotel, Newton. (931, 1078, 1105, 1088)
paper-mill-notice: THE NEW ZEALAND STEAM PAPER MILL COMPANY (LIMITED). (747, 1150, 917, 1175)
bay-coal-signature: J. A. GILFILLAN, (796, 1453, 868, 1463)
correspondence-heading: CORRESPONDENCE. (574, 782, 719, 796)
orphan-heading: OPENING OF THE ORPHAN HOME. (391, 1074, 532, 1095)
police-paragraph: J. Cooper was fined 5s., or to be imprisoned 24 hours; and W. Costello, for a second offence, 10s., or to be imprisoned 48 hours. (556, 89, 737, 121)
price-value: 8 0 0 (816, 1606, 836, 1616)
price-item: Sharps, per ton ... (747, 1606, 814, 1616)
pointing-hand-icon: ☞ (6, 1611, 15, 1621)
hamlin-signature: J. P. HAMLIN. (803, 1131, 861, 1141)
mails-signature: S. B. Biss, Chief Postmaster. (42, 1029, 152, 1039)
divider (947, 1250, 1089, 1251)
notice-heading: NOTICE. (809, 768, 855, 778)
mail-item: For Thames, this day, at 5.30 p.m. and on Monday next, at 1.30 and 5.30 p.m. (6, 791, 188, 812)
bay-coal-limited: (LIMITED). (816, 1297, 865, 1307)
price-value: 14 0 0 (861, 1553, 886, 1563)
bay-coal-signature-title: Secretary. (813, 1467, 851, 1477)
howell-address: FOOT OF WAKEFIELD-STREET. (764, 926, 900, 936)
